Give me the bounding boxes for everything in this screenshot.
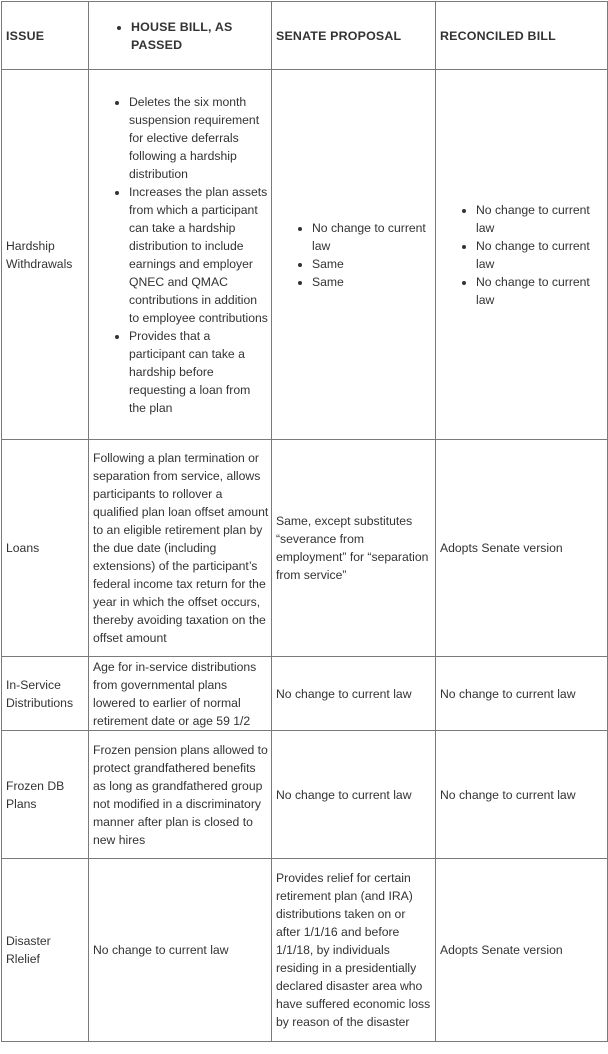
list-item: • Deletes the six month suspension requirement for elective deferrals following a hardship distribution	[129, 93, 269, 183]
reconciled-cell: Adopts Senate version	[436, 440, 608, 657]
header-reconciled-bill: RECONCILED BILL	[436, 2, 608, 70]
table-row	[2, 70, 608, 440]
issue-cell: Frozen DB Plans	[2, 731, 89, 859]
reconciled-cell	[436, 70, 608, 440]
header-issue: ISSUE	[2, 2, 89, 70]
house-cell: Following a plan termination or separation from service, allows participants to rollover a qualified plan loan offset amount to an eligible retirement plan by the due date (including extensions) of the participant’s federal income tax return for the year in which the offset occurs, thereby avoiding taxation on the offset amount	[89, 440, 272, 657]
list-item: • No change to current law	[312, 219, 433, 255]
senate-cell: Provides relief for certain retirement plan (and IRA) distributions taken on or after 1/1/16 and before 1/1/18, by individuals residing in a presidentially declared disaster area who have suffered economic loss by reason of the disaster	[272, 859, 436, 1042]
table-row	[2, 440, 608, 657]
list-item: • Increases the plan assets from which a participant can take a hardship distribution to include earnings and employer QNEC and QMAC contributions in addition to employee contributions	[129, 183, 269, 327]
senate-cell: Same, except substitutes “severance from employment” for “separation from service”	[272, 440, 436, 657]
table-row	[2, 657, 608, 731]
reconciled-cell: No change to current law	[436, 731, 608, 859]
reconciled-cell: Adopts Senate version	[436, 859, 608, 1042]
senate-cell	[272, 70, 436, 440]
list-item: • Same	[312, 255, 433, 273]
header-senate-proposal: SENATE PROPOSAL	[272, 2, 436, 70]
list-item: • No change to current law	[476, 273, 605, 309]
header-house-bill-label: • HOUSE BILL, AS PASSED	[131, 18, 269, 54]
senate-cell: No change to current law	[272, 657, 436, 731]
comparison-table	[1, 1, 608, 1042]
header-row	[2, 2, 608, 70]
table-row	[2, 859, 608, 1042]
issue-cell: Loans	[2, 440, 89, 657]
reconciled-cell: No change to current law	[436, 657, 608, 731]
list-item: • Provides that a participant can take a hardship before requesting a loan from the plan	[129, 327, 269, 417]
house-cell: Frozen pension plans allowed to protect grandfathered benefits as long as grandfathered group not modified in a discriminatory manner after plan is closed to new hires	[89, 731, 272, 859]
house-cell: No change to current law	[89, 859, 272, 1042]
list-item: • Same	[312, 273, 433, 291]
issue-cell: Hardship Withdrawals	[2, 70, 89, 440]
house-cell	[89, 70, 272, 440]
house-cell: Age for in-service distributions from governmental plans lowered to earlier of normal retirement date or age 59 1/2	[89, 657, 272, 731]
issue-cell: In-Service Distributions	[2, 657, 89, 731]
senate-cell: No change to current law	[272, 731, 436, 859]
table-row	[2, 731, 608, 859]
issue-cell: Disaster Rlelief	[2, 859, 89, 1042]
list-item: • No change to current law	[476, 201, 605, 237]
header-house-bill	[89, 2, 272, 70]
list-item: • No change to current law	[476, 237, 605, 273]
